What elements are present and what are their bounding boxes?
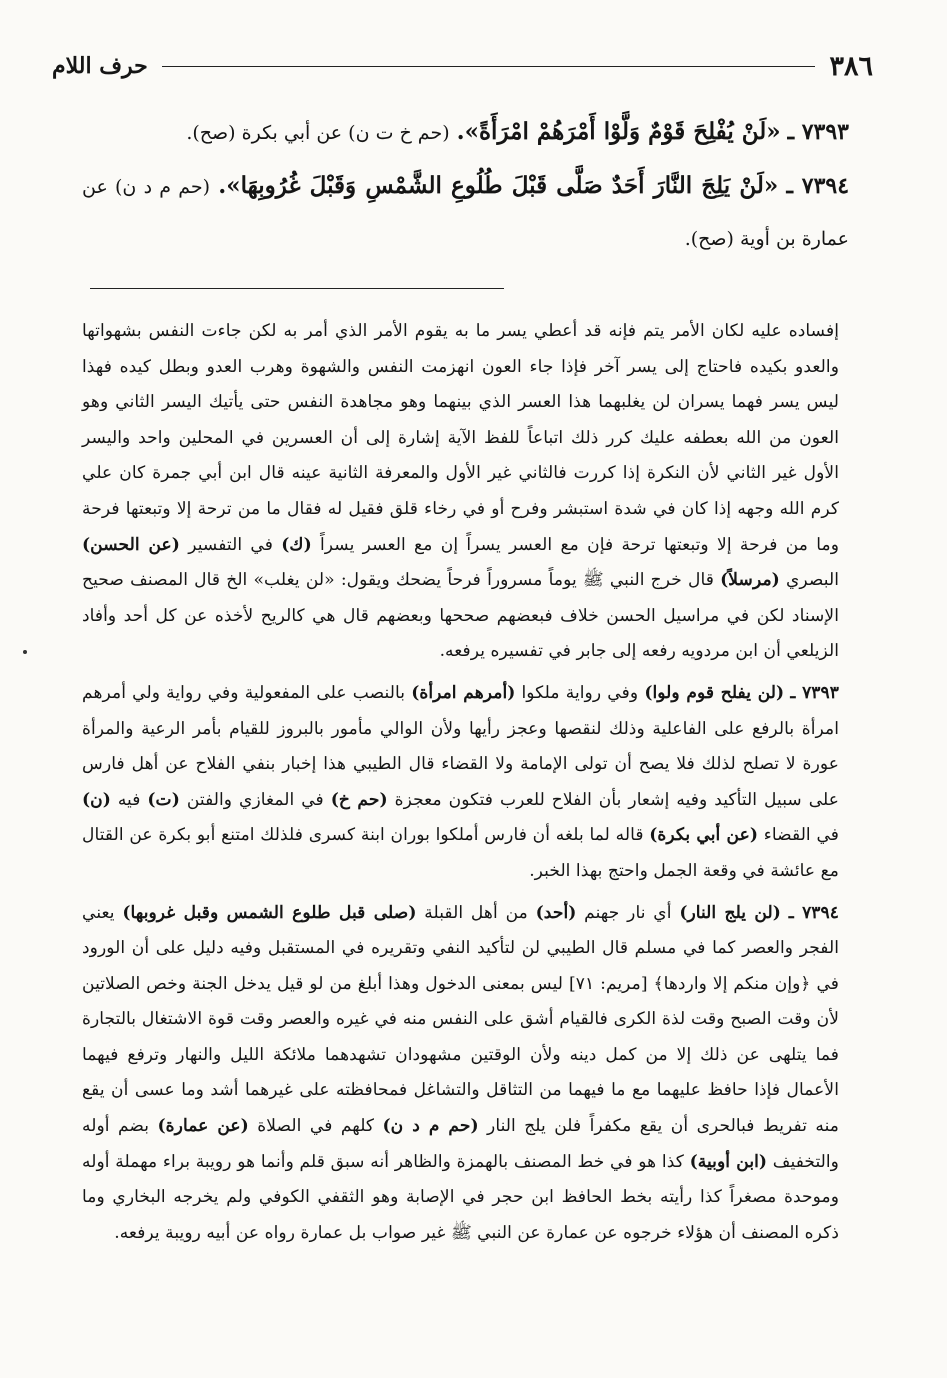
hadith-text: «لَنْ يُفْلِحَ قَوْمٌ وَلَّوْا أَمْرَهُمْ امْرَأَةً».	[456, 118, 781, 145]
commentary-7394: ٧٣٩٤ ـ (لن يلج النار) أي نار جهنم (أحد) من أهل القبلة (صلى قبل طلوع الشمس وقبل غروبها) يعني الفجر والعصر كما في مسلم قال الطيبي لن لتأكيد النفي وتقريره في المستقبل وفيه دليل على أن الورود في ﴿وإن منكم إلا واردها﴾ [مريم: ٧١] ليس بمعنى الدخول وهذا أبلغ من لو قيل يدخل الجنة وخص الصلاتين لأن وقت الصبح وقت لذة الكرى فالقيام أشق على النفس منه في غيره والعصر وقت قوة الاشتغال بالتجارة فما يتلهى عن ذلك إلا من كمل دينه ولأن الوقتين مشهودان تشهدهما ملائكة الليل والنهار وترفع فيهما الأعمال فإذا حافظ عليهما مع ما فيهما من التثاقل والتشاغل فمحافظته على غيرهما أشد وما عسى أن يقع منه تفريط فبالحرى أن يقع مكفراً فلن يلج النار (حم م د ن) كلهم في الصلاة (عن عمارة) بضم أوله والتخفيف (ابن أوبية) كذا هو في خط المصنف بالهمزة والظاهر أنه سبق قلم وأنما هو رويبة براء مهملة أوله وموحدة مصغراً كذا رأيته بخط الحافظ ابن حجر في الإصابة وهو الثقفي الكوفي ولم يخرجه البخاري وما ذكره المصنف أن هؤلاء خرجوه عن عمارة عن النبي ﷺ غير صواب بل عمارة رواه عن أبيه رويبة يرفعه.	[82, 902, 840, 1243]
margin-speck	[23, 650, 27, 654]
hadith-source: (حم م د ن) عن عمارة بن أوية (صح).	[82, 176, 849, 250]
hadith-number: ٧٣٩٤ ـ	[786, 173, 850, 199]
hadith-number: ٧٣٩٣ ـ	[787, 119, 849, 145]
commentary-7393: ٧٣٩٣ ـ (لن يفلح قوم ولوا) وفي رواية ملكوا (أمرهم امرأة) بالنصب على المفعولية وفي رواية ولي أمرهم امرأة بالرفع على الفاعلية وذلك لنقصها وعجز رأيها ولأن الوالي مأمور بالبروز للقيام بأمر الرعية والمرأة عورة لا تصلح لذلك فلا يصح أن تولى الإمامة ولا القضاء قال الطيبي هذا إخبار بنفي الفلاح عن أهل فارس على سبيل التأكيد وفيه إشعار بأن الفلاح للعرب فتكون معجزة (حم خ) في المغازي والفتن (ت) فيه (ن) في القضاء (عن أبي بكرة) قاله لما بلغه أن فارس أملكوا بوران ابنة كسرى فلذلك امتنع أبو بكرة عن القتال مع عائشة في وقعة الجمل واحتج بهذا الخبر.	[82, 682, 840, 881]
hadith-7393	[82, 106, 849, 159]
hadith-text: «لَنْ يَلِجَ النَّارَ أَحَدٌ صَلَّى قَبْلَ طُلُوعِ الشَّمْسِ وَقَبْلَ غُرُوبِهَا».	[218, 172, 779, 199]
hadith-source: (حم خ ت ن) عن أبي بكرة (صح).	[186, 122, 450, 144]
section-title: حرف اللام	[52, 53, 148, 79]
page-number: ٣٨٦	[829, 50, 873, 82]
footnote-divider	[90, 288, 504, 289]
hadith-7394	[82, 160, 849, 265]
page-header	[52, 44, 873, 88]
commentary-intro: إفساده عليه لكان الأمر يتم فإنه قد أعطي يسر ما به يقوم الأمر الذي أمر به لكن جاءت النفس بشهواتها والعدو بكيده فاحتاج إلى يسر آخر فإذا جاء العون انهزمت النفس والشهوة وهرب العدو وبطل كيده فهذا ليس يسر فهما يسران لن يغلبهما هذا العسر الذي بينهما وهو مجاهدة النفس حتى يأتيك اليسر الثاني وهو العون من الله بعطفه عليك كرر ذلك اتباعاً للفظ الآية إشارة إلى أن العسرين في المحلين واحد واليسر الأول غير الثاني لأن النكرة إذا كررت فالثاني غير الأول والمعرفة الثانية عينه قال ابن أبي جمرة كان علي كرم الله وجهه إذا كان في شدة استبشر وفرح أو في رخاء قلق فقيل له فقال ما من ترحة إلا وتبعتها فرحة وما من فرحة إلا وتبعتها ترحة فإن مع العسر يسراً إن مع العسر يسراً (ك) في التفسير (عن الحسن) البصري (مرسلاً) قال خرج النبي ﷺ يوماً مسروراً فرحاً يضحك ويقول: «لن يغلب» الخ قال المصنف صحيح الإسناد لكن في مراسيل الحسن خلاف فبعضهم صححها وبعضهم قال هي كالريح لأخذه عن كل أحد وأفاد الزيلعي أن ابن مردويه رفعه إلى جابر في تفسيره يرفعه.	[82, 321, 840, 662]
commentary	[82, 314, 839, 1257]
header-rule	[162, 66, 816, 67]
